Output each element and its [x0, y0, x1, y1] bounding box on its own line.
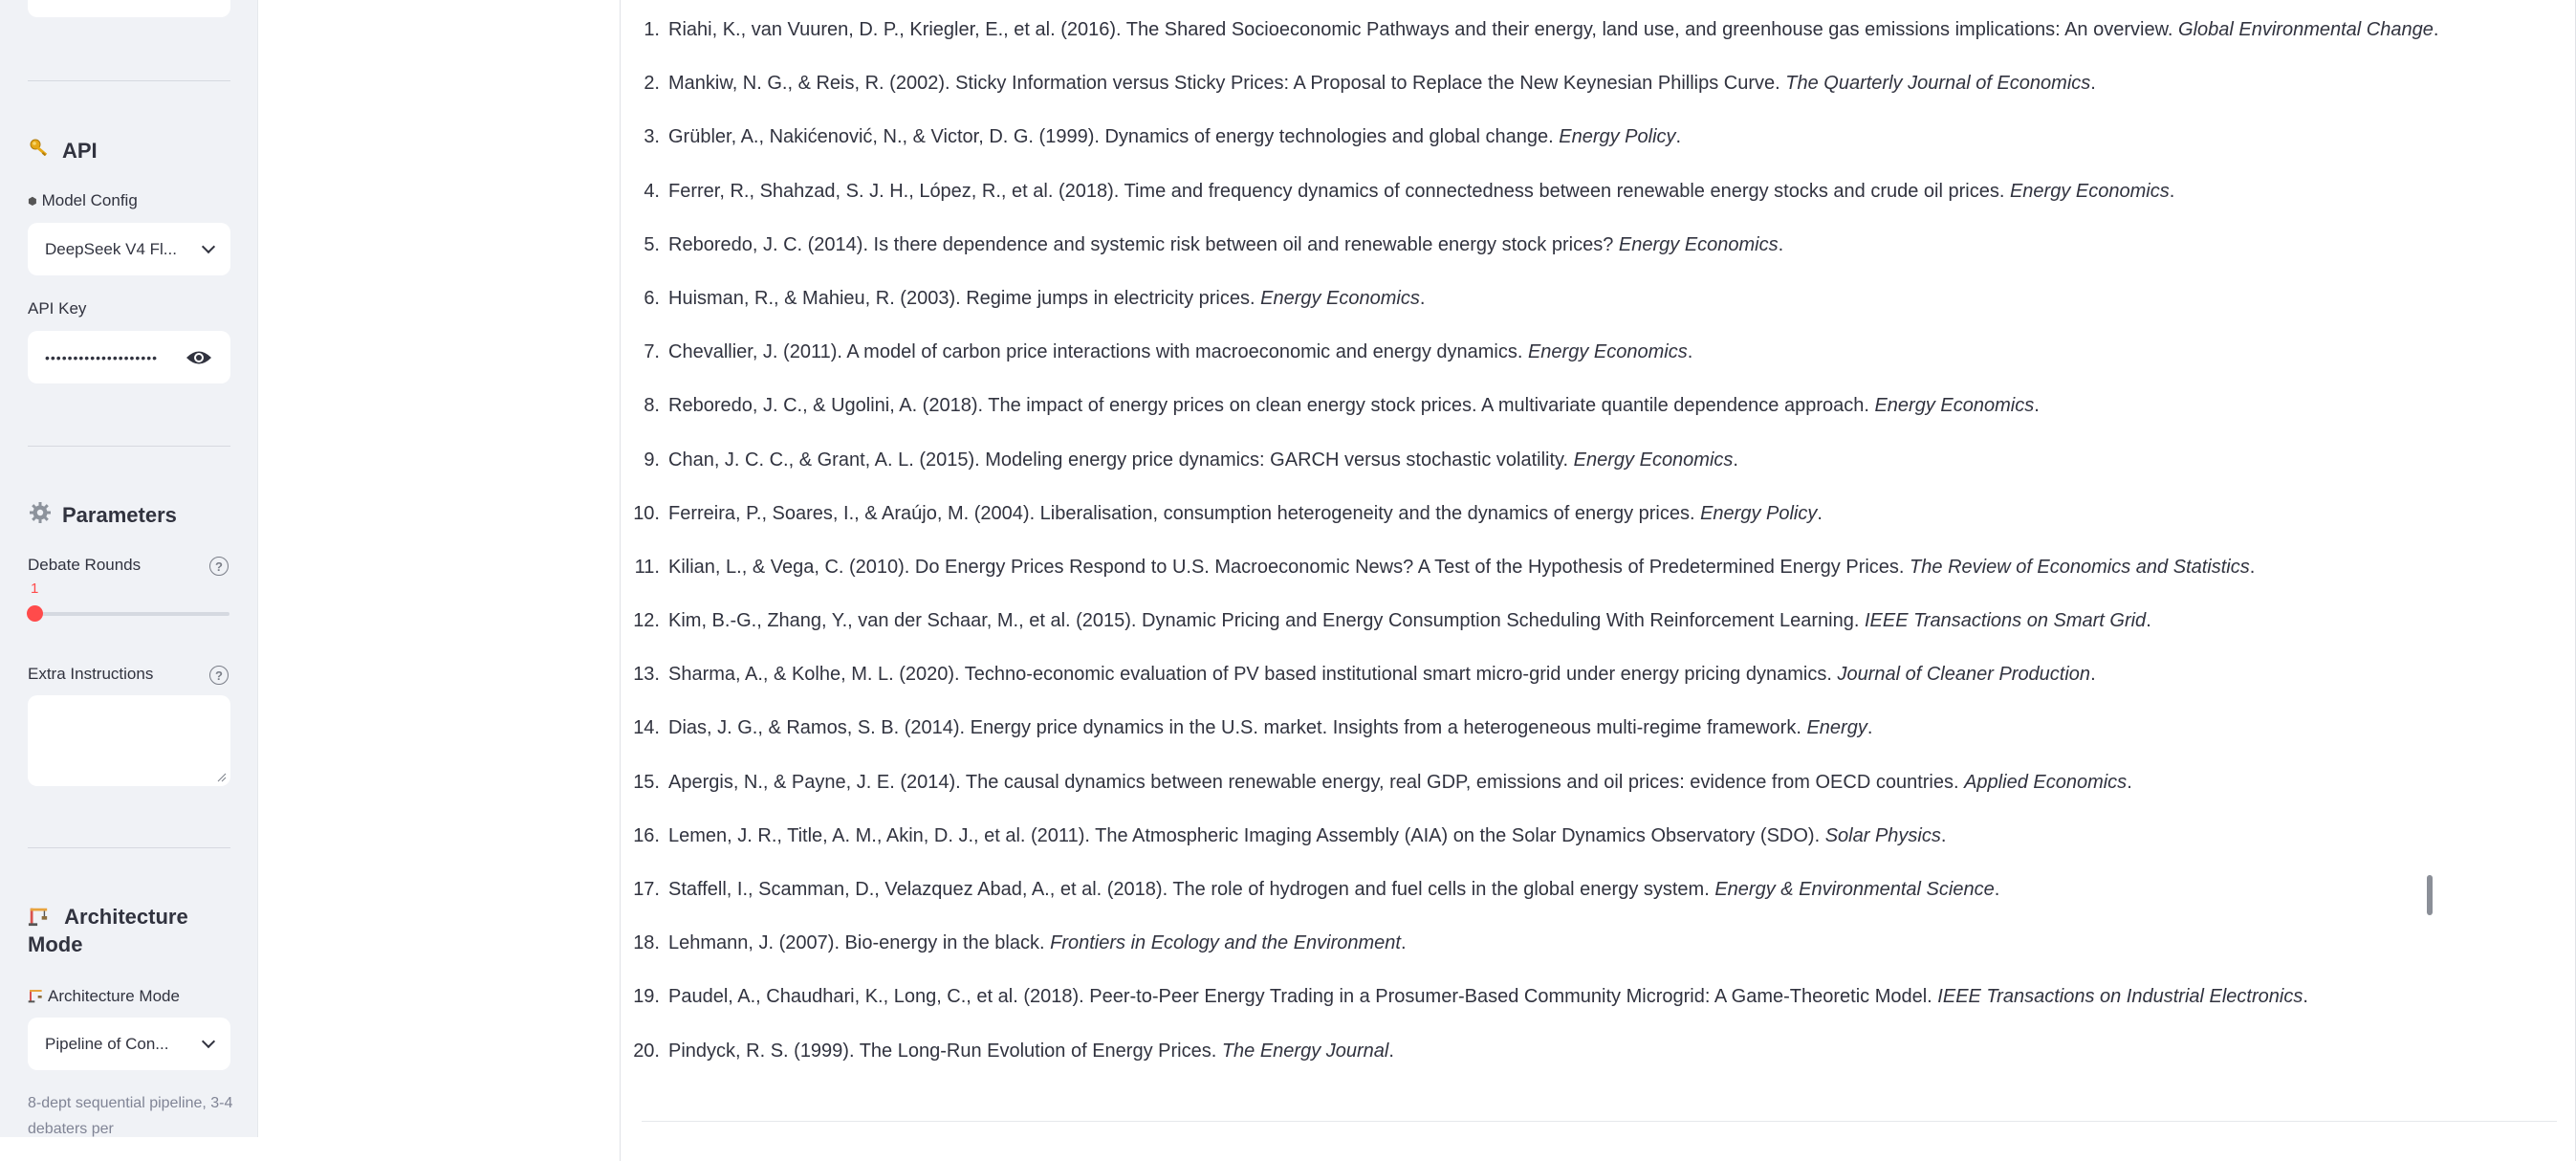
- architecture-mode-caption: 8-dept sequential pipeline, 3-4 debaters per: [28, 1095, 233, 1137]
- gem-icon: ⬢: [28, 195, 37, 208]
- api-section-label: API: [62, 139, 98, 163]
- eye-icon[interactable]: [185, 348, 213, 367]
- main-content: [258, 0, 2439, 1137]
- reference-source: Energy Policy: [1559, 126, 1676, 148]
- reference-citation: Chan, J. C. C., & Grant, A. L. (2015). Modeling energy price dynamics: GARCH versus stochastic volatility.: [668, 449, 1574, 471]
- reference-citation: Pindyck, R. S. (1999). The Long-Run Evolution of Energy Prices.: [668, 1040, 1222, 1062]
- reference-citation: Apergis, N., & Payne, J. E. (2014). The causal dynamics between renewable energy, real GDP, emissions and oil prices: evidence from OECD countries.: [668, 771, 1965, 793]
- reference-number: 17.: [633, 879, 660, 900]
- api-key-value: ••••••••••••••••••••: [45, 349, 159, 365]
- reference-citation: Grübler, A., Nakićenović, N., & Victor, D. G. (1999). Dynamics of energy technologies and global change.: [668, 126, 1560, 148]
- reference-end: .: [2169, 180, 2175, 202]
- reference-citation: Kilian, L., & Vega, C. (2010). Do Energy Prices Respond to U.S. Macroeconomic News? A Test of the Hypothesis of Predetermined Energy Prices.: [668, 556, 1910, 578]
- reference-source: Energy: [1806, 717, 1867, 739]
- reference-end: .: [1687, 341, 1693, 363]
- page-scrollbar[interactable]: [2427, 875, 2433, 915]
- reference-citation: Staffell, I., Scamman, D., Velazquez Abad, A., et al. (2018). The role of hydrogen and fuel cells in the global energy system.: [668, 879, 1715, 900]
- parameters-section-title: [28, 501, 177, 530]
- reference-end: .: [1733, 449, 1738, 471]
- reference-source: The Quarterly Journal of Economics: [1785, 73, 2091, 95]
- reference-source: Energy Economics: [1874, 395, 2035, 417]
- reference-item: [621, 986, 2575, 1040]
- reference-number: 1.: [644, 19, 660, 40]
- reference-item: [621, 1041, 2575, 1094]
- sidebar-divider: [28, 446, 230, 447]
- key-icon: [28, 137, 53, 165]
- reference-item: [621, 288, 2575, 341]
- chevron-down-icon: [202, 239, 215, 252]
- sidebar-divider: [28, 847, 230, 848]
- architecture-mode-value: Pipeline of Con...: [45, 1034, 169, 1053]
- reference-item: [621, 825, 2575, 879]
- sidebar: [0, 0, 258, 1137]
- reference-citation: Huisman, R., & Mahieu, R. (2003). Regime jumps in electricity prices.: [668, 287, 1261, 309]
- reference-end: .: [1400, 932, 1407, 954]
- reference-item: [621, 717, 2575, 771]
- reference-item: [621, 449, 2575, 503]
- reference-citation: Kim, B.-G., Zhang, Y., van der Schaar, M., et al. (2015). Dynamic Pricing and Energy Consumption Scheduling With Reinforcement Learning.: [668, 610, 1865, 632]
- reference-text: [668, 772, 2132, 794]
- reference-item: [621, 395, 2575, 449]
- reference-item: [621, 610, 2575, 664]
- reference-text: [668, 126, 1681, 148]
- reference-number: 20.: [633, 1040, 660, 1062]
- reference-end: .: [1994, 879, 2000, 900]
- chevron-down-icon: [202, 1034, 215, 1047]
- reference-source: Energy Economics: [1618, 233, 1779, 255]
- reference-text: [668, 341, 1692, 363]
- reference-source: Energy Economics: [2009, 180, 2170, 202]
- reference-citation: Lehmann, J. (2007). Bio-energy in the black.: [668, 932, 1051, 954]
- debate-rounds-label-text: Debate Rounds: [28, 556, 142, 574]
- reference-item: [621, 772, 2575, 825]
- reference-end: .: [1388, 1040, 1394, 1062]
- reference-text: [668, 181, 2174, 203]
- architecture-mode-label-text: Architecture Mode: [48, 987, 180, 1005]
- debate-rounds-slider-track[interactable]: [34, 612, 229, 616]
- reference-item: [621, 73, 2575, 126]
- reference-item: [621, 664, 2575, 717]
- reference-number: 7.: [644, 341, 660, 363]
- reference-item: [621, 341, 2575, 395]
- reference-text: [668, 717, 1872, 739]
- model-config-label-text: Model Config: [41, 191, 138, 209]
- reference-citation: Ferrer, R., Shahzad, S. J. H., López, R., et al. (2018). Time and frequency dynamics of connectedness between renewable energy stocks and crude oil prices.: [668, 180, 2010, 202]
- reference-number: 19.: [633, 986, 660, 1008]
- reference-source: Applied Economics: [1964, 771, 2128, 793]
- reference-text: [668, 610, 2151, 632]
- sidebar-divider: [28, 80, 230, 81]
- reference-item: [621, 19, 2575, 73]
- reference-end: .: [1778, 233, 1784, 255]
- extra-instructions-textarea[interactable]: [28, 695, 230, 786]
- reference-source: Journal of Cleaner Production: [1837, 664, 2091, 686]
- reference-number: 14.: [633, 717, 660, 739]
- reference-end: .: [1867, 717, 1873, 739]
- reference-number: 5.: [644, 233, 660, 255]
- reference-text: [668, 288, 1425, 310]
- references-list: [621, 19, 2575, 1094]
- reference-item: [621, 126, 2575, 180]
- reference-end: .: [1817, 502, 1823, 524]
- reference-text: [668, 825, 1946, 847]
- reference-end: .: [1675, 126, 1682, 148]
- api-key-label: [28, 299, 86, 318]
- reference-number: 6.: [644, 287, 660, 309]
- reference-number: 11.: [634, 556, 660, 578]
- extra-instructions-label: [28, 665, 153, 684]
- extra-instructions-label-text: Extra Instructions: [28, 665, 154, 683]
- reference-number: 15.: [633, 771, 660, 793]
- architecture-section-label: Architecture Mode: [28, 905, 188, 956]
- reference-number: 9.: [644, 449, 660, 471]
- reference-number: 16.: [633, 824, 660, 846]
- model-config-value: DeepSeek V4 Fl...: [45, 239, 177, 258]
- reference-citation: Dias, J. G., & Ramos, S. B. (2014). Energy price dynamics in the U.S. market. Insights from a heterogeneous multi-regime framework.: [668, 717, 1807, 739]
- reference-item: [621, 234, 2575, 288]
- model-config-label: [28, 191, 138, 210]
- reference-number: 2.: [644, 73, 660, 95]
- reference-source: Energy Policy: [1700, 502, 1818, 524]
- reference-citation: Chevallier, J. (2011). A model of carbon price interactions with macroeconomic and energy dynamics.: [668, 341, 1528, 363]
- reference-number: 18.: [633, 932, 660, 954]
- reference-source: Energy Economics: [1573, 449, 1734, 471]
- reference-source: The Review of Economics and Statistics: [1910, 556, 2250, 578]
- reference-text: [668, 73, 2096, 95]
- model-config-select[interactable]: [28, 223, 230, 275]
- reference-text: [668, 19, 2438, 41]
- gear-icon: [28, 501, 53, 530]
- reference-source: Global Environmental Change: [2178, 19, 2434, 40]
- reference-item: [621, 503, 2575, 557]
- help-icon[interactable]: ?: [209, 666, 229, 685]
- api-section-title: [28, 137, 98, 165]
- reference-end: .: [2146, 610, 2151, 632]
- reference-end: .: [2127, 771, 2132, 793]
- card-divider: [642, 1121, 2557, 1122]
- reference-source: IEEE Transactions on Industrial Electronics: [1937, 986, 2303, 1008]
- reference-end: .: [2249, 556, 2256, 578]
- reference-citation: Mankiw, N. G., & Reis, R. (2002). Sticky Information versus Sticky Prices: A Proposal to Replace the New Keynesian Phillips Curve.: [668, 73, 1786, 95]
- api-key-input[interactable]: [28, 331, 230, 383]
- debate-rounds-slider-thumb[interactable]: [27, 605, 43, 622]
- reference-item: [621, 557, 2575, 610]
- debate-rounds-value: 1: [31, 580, 39, 597]
- reference-item: [621, 181, 2575, 234]
- reference-end: .: [1419, 287, 1426, 309]
- reference-source: IEEE Transactions on Smart Grid: [1865, 610, 2147, 632]
- reference-end: .: [2433, 19, 2439, 40]
- reference-text: [668, 557, 2255, 579]
- reference-number: 13.: [633, 664, 660, 686]
- reference-citation: Reboredo, J. C. (2014). Is there dependence and systemic risk between oil and renewable energy stock prices?: [668, 233, 1619, 255]
- reference-text: [668, 234, 1783, 256]
- architecture-section-title: [28, 903, 238, 958]
- sidebar-top-input[interactable]: [28, 0, 230, 17]
- reference-number: 4.: [644, 180, 660, 202]
- api-key-label-text: API Key: [28, 299, 87, 318]
- reference-text: [668, 503, 1823, 525]
- reference-item: [621, 932, 2575, 986]
- reference-citation: Sharma, A., & Kolhe, M. L. (2020). Techno-economic evaluation of PV based institutional smart micro-grid under energy pricing dynamics.: [668, 664, 1838, 686]
- reference-number: 8.: [644, 395, 660, 417]
- references-card: [620, 0, 2576, 1161]
- reference-text: [668, 986, 2308, 1008]
- building-crane-icon: [28, 905, 55, 929]
- debate-rounds-label: [28, 556, 141, 575]
- reference-citation: Ferreira, P., Soares, I., & Araújo, M. (2004). Liberalisation, consumption heterogeneity and the dynamics of energy prices.: [668, 502, 1701, 524]
- help-icon[interactable]: ?: [209, 557, 229, 576]
- architecture-mode-label: [28, 987, 180, 1006]
- reference-end: .: [2090, 664, 2096, 686]
- reference-text: [668, 664, 2096, 686]
- reference-source: Energy & Environmental Science: [1714, 879, 1995, 900]
- building-crane-icon: [28, 988, 43, 1006]
- reference-text: [668, 395, 2040, 417]
- reference-citation: Riahi, K., van Vuuren, D. P., Kriegler, E., et al. (2016). The Shared Socioeconomic Pathways and their energy, land use, and greenhouse gas emissions implications: An overview.: [668, 19, 2179, 40]
- reference-end: .: [2034, 395, 2040, 417]
- reference-text: [668, 1041, 1394, 1062]
- reference-text: [668, 879, 1999, 901]
- reference-number: 12.: [633, 610, 660, 632]
- parameters-section-label: Parameters: [62, 503, 177, 527]
- reference-citation: Lemen, J. R., Title, A. M., Akin, D. J., et al. (2011). The Atmospheric Imaging Assembly (AIA) on the Solar Dynamics Observatory (SDO).: [668, 824, 1825, 846]
- reference-source: The Energy Journal: [1221, 1040, 1389, 1062]
- reference-end: .: [2090, 73, 2096, 95]
- reference-number: 10.: [633, 502, 660, 524]
- reference-source: Energy Economics: [1527, 341, 1688, 363]
- reference-citation: Reboredo, J. C., & Ugolini, A. (2018). The impact of energy prices on clean energy stock prices. A multivariate quantile dependence approach.: [668, 395, 1875, 417]
- reference-item: [621, 879, 2575, 932]
- reference-end: .: [1940, 824, 1947, 846]
- reference-source: Energy Economics: [1260, 287, 1420, 309]
- reference-citation: Paudel, A., Chaudhari, K., Long, C., et al. (2018). Peer-to-Peer Energy Trading in a Prosumer-Based Community Microgrid: A Game-Theoretic Model.: [668, 986, 1938, 1008]
- reference-source: Frontiers in Ecology and the Environment: [1050, 932, 1401, 954]
- reference-number: 3.: [644, 126, 660, 148]
- reference-source: Solar Physics: [1824, 824, 1941, 846]
- resize-grip-icon[interactable]: [217, 773, 227, 782]
- reference-text: [668, 932, 1407, 954]
- reference-text: [668, 449, 1738, 471]
- reference-end: .: [2303, 986, 2308, 1008]
- architecture-mode-select[interactable]: [28, 1018, 230, 1070]
